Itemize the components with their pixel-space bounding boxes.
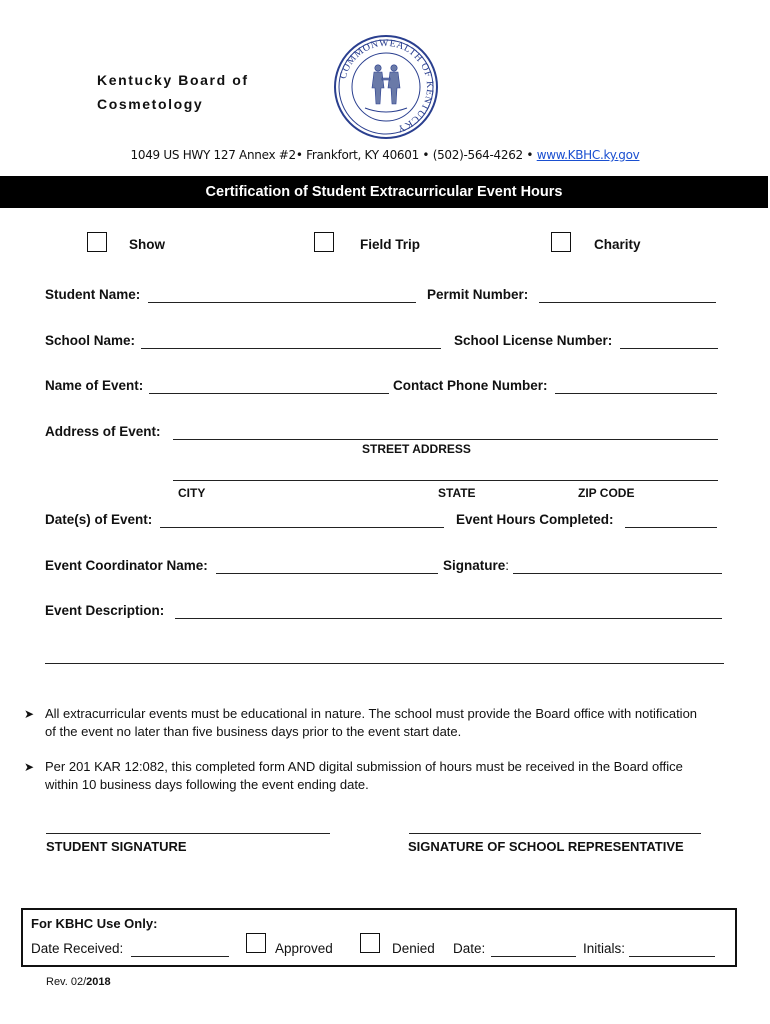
city-state-zip-field[interactable] bbox=[173, 480, 718, 481]
office-use-title: For KBHC Use Only: bbox=[31, 916, 158, 931]
office-date-field[interactable] bbox=[491, 956, 576, 957]
address-text: 1049 US HWY 127 Annex #2• Frankfort, KY 40601 • (502)-564-4262 • bbox=[130, 148, 534, 162]
event-row bbox=[45, 378, 725, 396]
field-trip-label: Field Trip bbox=[360, 237, 421, 252]
office-use-box bbox=[21, 908, 737, 967]
school-representative-signature-label: SIGNATURE OF SCHOOL REPRESENTATIVE bbox=[408, 839, 684, 854]
contact-phone-number-label: Contact Phone Number: bbox=[393, 378, 548, 393]
address-row bbox=[45, 424, 725, 442]
website-link[interactable]: www.KBHC.ky.gov bbox=[536, 148, 640, 162]
date-received-label: Date Received: bbox=[31, 941, 124, 956]
dates-of-event-field[interactable] bbox=[160, 527, 444, 528]
charity-checkbox[interactable] bbox=[551, 232, 571, 252]
dates-of-event-label: Date(s) of Event: bbox=[45, 512, 153, 527]
state-caption: STATE bbox=[438, 486, 476, 500]
student-signature-label: STUDENT SIGNATURE bbox=[46, 839, 187, 854]
org-name-line-2: Cosmetology bbox=[97, 96, 204, 112]
note-text-2: Per 201 KAR 12:082, this completed form AND digital submission of hours must be received in the Board office within 10 business days following the event ending date. bbox=[45, 759, 683, 792]
event-description-field-line-2[interactable] bbox=[45, 663, 724, 664]
show-label: Show bbox=[129, 237, 165, 252]
description-row bbox=[45, 603, 725, 621]
arrow-bullet-icon: ➤ bbox=[24, 707, 35, 721]
svg-text:COMMONWEALTH OF KENTUCKY: COMMONWEALTH OF KENTUCKY bbox=[337, 37, 436, 135]
revision-prefix: Rev. 02/ bbox=[46, 976, 87, 988]
student-name-label: Student Name: bbox=[45, 287, 141, 302]
org-name-line-1: Kentucky Board of bbox=[97, 72, 249, 88]
student-signature-field[interactable] bbox=[46, 833, 330, 834]
permit-number-label: Permit Number: bbox=[427, 287, 529, 302]
state-seal-logo bbox=[333, 34, 439, 140]
form-title-banner bbox=[0, 176, 768, 208]
coordinator-row bbox=[45, 558, 725, 576]
event-coordinator-name-label: Event Coordinator Name: bbox=[45, 558, 208, 573]
coordinator-signature-field[interactable] bbox=[513, 573, 722, 574]
show-checkbox[interactable] bbox=[87, 232, 107, 252]
name-of-event-label: Name of Event: bbox=[45, 378, 144, 393]
student-row bbox=[45, 287, 725, 305]
contact-phone-number-field[interactable] bbox=[555, 393, 717, 394]
date-received-field[interactable] bbox=[131, 956, 229, 957]
school-name-field[interactable] bbox=[141, 348, 441, 349]
school-license-number-field[interactable] bbox=[620, 348, 718, 349]
event-coordinator-name-field[interactable] bbox=[216, 573, 438, 574]
permit-number-field[interactable] bbox=[539, 302, 716, 303]
note-text-1: All extracurricular events must be educational in nature. The school must provide the Board office with notification of the event no later than five business days prior to the event start date. bbox=[45, 706, 698, 739]
school-representative-signature-field[interactable] bbox=[409, 833, 701, 834]
event-description-label: Event Description: bbox=[45, 603, 165, 618]
approved-checkbox[interactable] bbox=[246, 933, 266, 953]
field-trip-checkbox[interactable] bbox=[314, 232, 334, 252]
revision-year: 2018 bbox=[86, 976, 111, 988]
revision-note bbox=[46, 976, 111, 988]
zip-code-caption: ZIP CODE bbox=[578, 486, 635, 500]
charity-label: Charity bbox=[594, 237, 641, 252]
approved-label: Approved bbox=[275, 941, 333, 956]
note-item-2 bbox=[24, 758, 714, 794]
arrow-bullet-icon: ➤ bbox=[24, 760, 35, 774]
name-of-event-field[interactable] bbox=[149, 393, 389, 394]
initials-label: Initials: bbox=[583, 941, 626, 956]
form-title: Certification of Student Extracurricular Event Hours bbox=[205, 184, 563, 200]
address-of-event-label: Address of Event: bbox=[45, 424, 161, 439]
school-row bbox=[45, 333, 725, 351]
note-item-1 bbox=[24, 705, 714, 741]
event-description-field[interactable] bbox=[175, 618, 722, 619]
event-hours-completed-label: Event Hours Completed: bbox=[456, 512, 614, 527]
street-address-field[interactable] bbox=[173, 439, 718, 440]
city-caption: CITY bbox=[178, 486, 206, 500]
initials-field[interactable] bbox=[629, 956, 715, 957]
denied-label: Denied bbox=[392, 941, 435, 956]
denied-checkbox[interactable] bbox=[360, 933, 380, 953]
dates-row bbox=[45, 512, 725, 530]
contact-address-line bbox=[0, 148, 770, 162]
street-address-caption: STREET ADDRESS bbox=[362, 442, 471, 456]
signature-label: Signature: bbox=[443, 558, 510, 573]
student-name-field[interactable] bbox=[148, 302, 416, 303]
school-name-label: School Name: bbox=[45, 333, 136, 348]
organization-name bbox=[97, 68, 249, 116]
office-date-label: Date: bbox=[453, 941, 486, 956]
event-hours-completed-field[interactable] bbox=[625, 527, 717, 528]
school-license-number-label: School License Number: bbox=[454, 333, 613, 348]
